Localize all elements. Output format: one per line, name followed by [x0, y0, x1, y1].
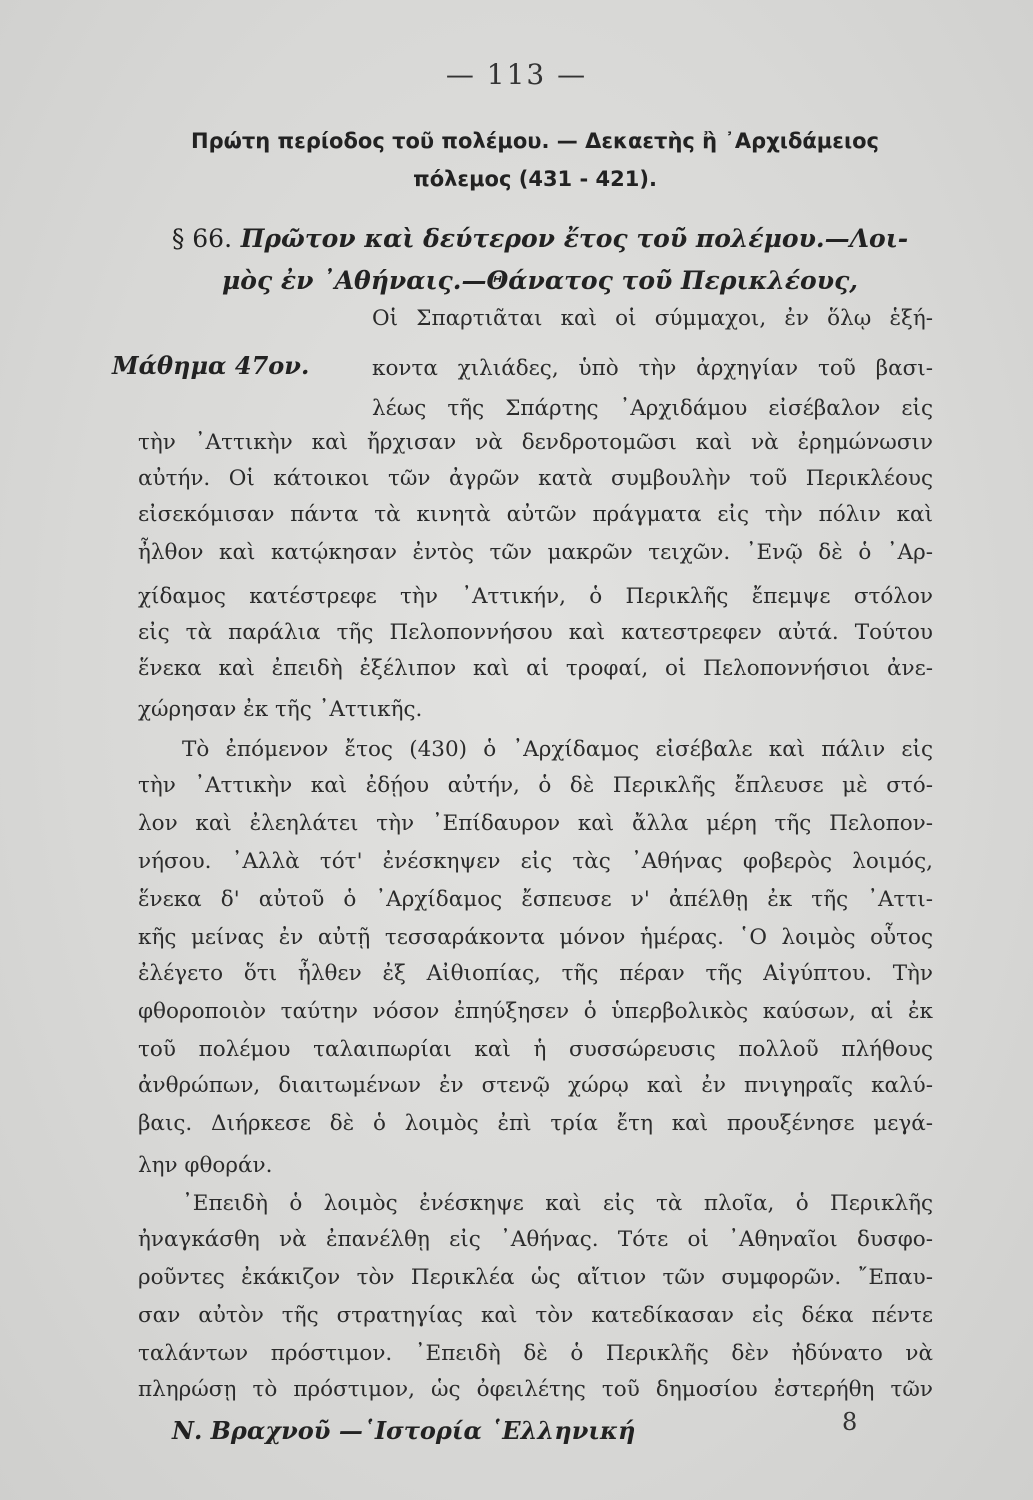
body-line: τὴν ᾿Αττικὴν καὶ ἤρχισαν νὰ δενδροτομῶσι καὶ νὰ ἐρημώνωσιν [138, 430, 933, 455]
body-line: ἕνεκα καὶ ἐπειδὴ ἐξέλιπον καὶ αἱ τροφαί, οἱ Πελοποννήσιοι ἀνε- [138, 656, 933, 681]
footer-author: Ν. Βραχνοῦ —῾Ιστορία ῾Ελληνική [172, 1416, 636, 1445]
body-line: αὐτήν. Οἱ κάτοικοι τῶν ἀγρῶν κατὰ συμβουλὴν τοῦ Περικλέους [138, 466, 933, 491]
body-line: ἕνεκα δ' αὐτοῦ ὁ ᾿Αρχίδαμος ἔσπευσε ν' ἀπέλθῃ ἐκ τῆς ᾿Αττι- [138, 887, 933, 912]
body-line: τοῦ πολέμου ταλαιπωρίαι καὶ ἡ συσσώρευσις πολλοῦ πλήθους [138, 1037, 933, 1062]
chapter-title-line-1: Πρώτη περίοδος τοῦ πολέμου. — Δεκαετὴς ἢ ᾿Αρχιδάμειος [191, 129, 879, 153]
body-line: σαν αὐτὸν τῆς στρατηγίας καὶ τὸν κατεδίκασαν εἰς δέκα πέντε [138, 1303, 933, 1328]
body-line: εἰσεκόμισαν πάντα τὰ κινητὰ αὐτῶν πράγματα εἰς τὴν πόλιν καὶ [138, 502, 933, 527]
body-line: πληρώσῃ τὸ πρόστιμον, ὡς ὀφειλέτης τοῦ δημοσίου ἐστερήθη τῶν [138, 1377, 933, 1402]
body-line: ἐλέγετο ὅτι ἦλθεν ἐξ Αἰθιοπίας, τῆς πέραν τῆς Αἰγύπτου. Τὴν [138, 961, 933, 986]
section-heading-text-1: Πρῶτον καὶ δεύτερον ἔτος τοῦ πολέμου.—Λοι- [240, 224, 909, 253]
lesson-label: Μάθημα 47ον. [112, 351, 310, 380]
body-line: Οἱ Σπαρτιᾶται καὶ οἱ σύμμαχοι, ἐν ὅλῳ ἑξή- [372, 306, 933, 331]
body-line: νήσου. ᾿Αλλὰ τότ' ἐνέσκηψεν εἰς τὰς ᾿Αθήνας φοβερὸς λοιμός, [138, 849, 933, 874]
body-line: λον καὶ ἐλεηλάτει τὴν ᾿Επίδαυρον καὶ ἄλλα μέρη τῆς Πελοπον- [138, 811, 933, 836]
section-heading-line-1 [140, 218, 940, 260]
body-line: χίδαμος κατέστρεφε τὴν ᾿Αττικήν, ὁ Περικλῆς ἔπεμψε στόλον [138, 584, 933, 609]
body-line: Τὸ ἐπόμενον ἔτος (430) ὁ ᾿Αρχίδαμος εἰσέβαλε καὶ πάλιν εἰς [182, 737, 933, 762]
body-line: ἦλθον καὶ κατῴκησαν ἐντὸς τῶν μακρῶν τειχῶν. ᾿Ενῷ δὲ ὁ ᾿Αρ- [138, 540, 933, 565]
body-line: λέως τῆς Σπάρτης ᾿Αρχιδάμου εἰσέβαλον εἰς [372, 396, 933, 421]
section-number: § 66. [171, 224, 233, 253]
chapter-title-line-2: πόλεμος (431 - 421). [413, 167, 657, 191]
body-line: φθοροποιὸν ταύτην νόσον ἐπηύξησεν ὁ ὑπερβολικὸς καύσων, αἱ ἐκ [138, 999, 933, 1024]
body-line: κοντα χιλιάδες, ὑπὸ τὴν ἀρχηγίαν τοῦ βασι- [372, 356, 933, 381]
body-line: εἰς τὰ παράλια τῆς Πελοποννήσου καὶ κατεστρεφεν αὐτά. Τούτου [138, 620, 933, 645]
section-heading-line-2: μὸς ἐν ᾿Αθήναις.—Θάνατος τοῦ Περικλέους, [221, 266, 859, 295]
chapter-title [120, 122, 950, 198]
signature-mark: 8 [842, 1408, 858, 1436]
body-line: ροῦντες ἐκάκιζον τὸν Περικλέα ὡς αἴτιον τῶν συμφορῶν. ῎Επαυ- [138, 1265, 933, 1290]
section-heading [140, 218, 940, 302]
page-number: — 113 — [445, 58, 588, 91]
body-line: ταλάντων πρόστιμον. ᾿Επειδὴ δὲ ὁ Περικλῆς δὲν ἠδύνατο νὰ [138, 1341, 933, 1366]
body-line: τὴν ᾿Αττικὴν καὶ ἐδῄου αὐτήν, ὁ δὲ Περικλῆς ἔπλευσε μὲ στό- [138, 773, 933, 798]
body-line: ἀνθρώπων, διαιτωμένων ἐν στενῷ χώρῳ καὶ ἐν πνιγηραῖς καλύ- [138, 1073, 933, 1098]
body-line: ἠναγκάσθη νὰ ἐπανέλθῃ εἰς ᾿Αθήνας. Τότε οἱ ᾿Αθηναῖοι δυσφο- [138, 1227, 933, 1252]
body-line: ᾿Επειδὴ ὁ λοιμὸς ἐνέσκηψε καὶ εἰς τὰ πλοῖα, ὁ Περικλῆς [182, 1191, 933, 1216]
body-line: κῆς μείνας ἐν αὐτῇ τεσσαράκοντα μόνον ἡμέρας. ῾Ο λοιμὸς οὗτος [138, 925, 933, 950]
body-line: χώρησαν ἐκ τῆς ᾿Αττικῆς. [138, 697, 423, 722]
body-line: βαις. Διήρκεσε δὲ ὁ λοιμὸς ἐπὶ τρία ἔτη καὶ προυξένησε μεγά- [138, 1111, 933, 1136]
body-line: λην φθοράν. [138, 1153, 273, 1178]
